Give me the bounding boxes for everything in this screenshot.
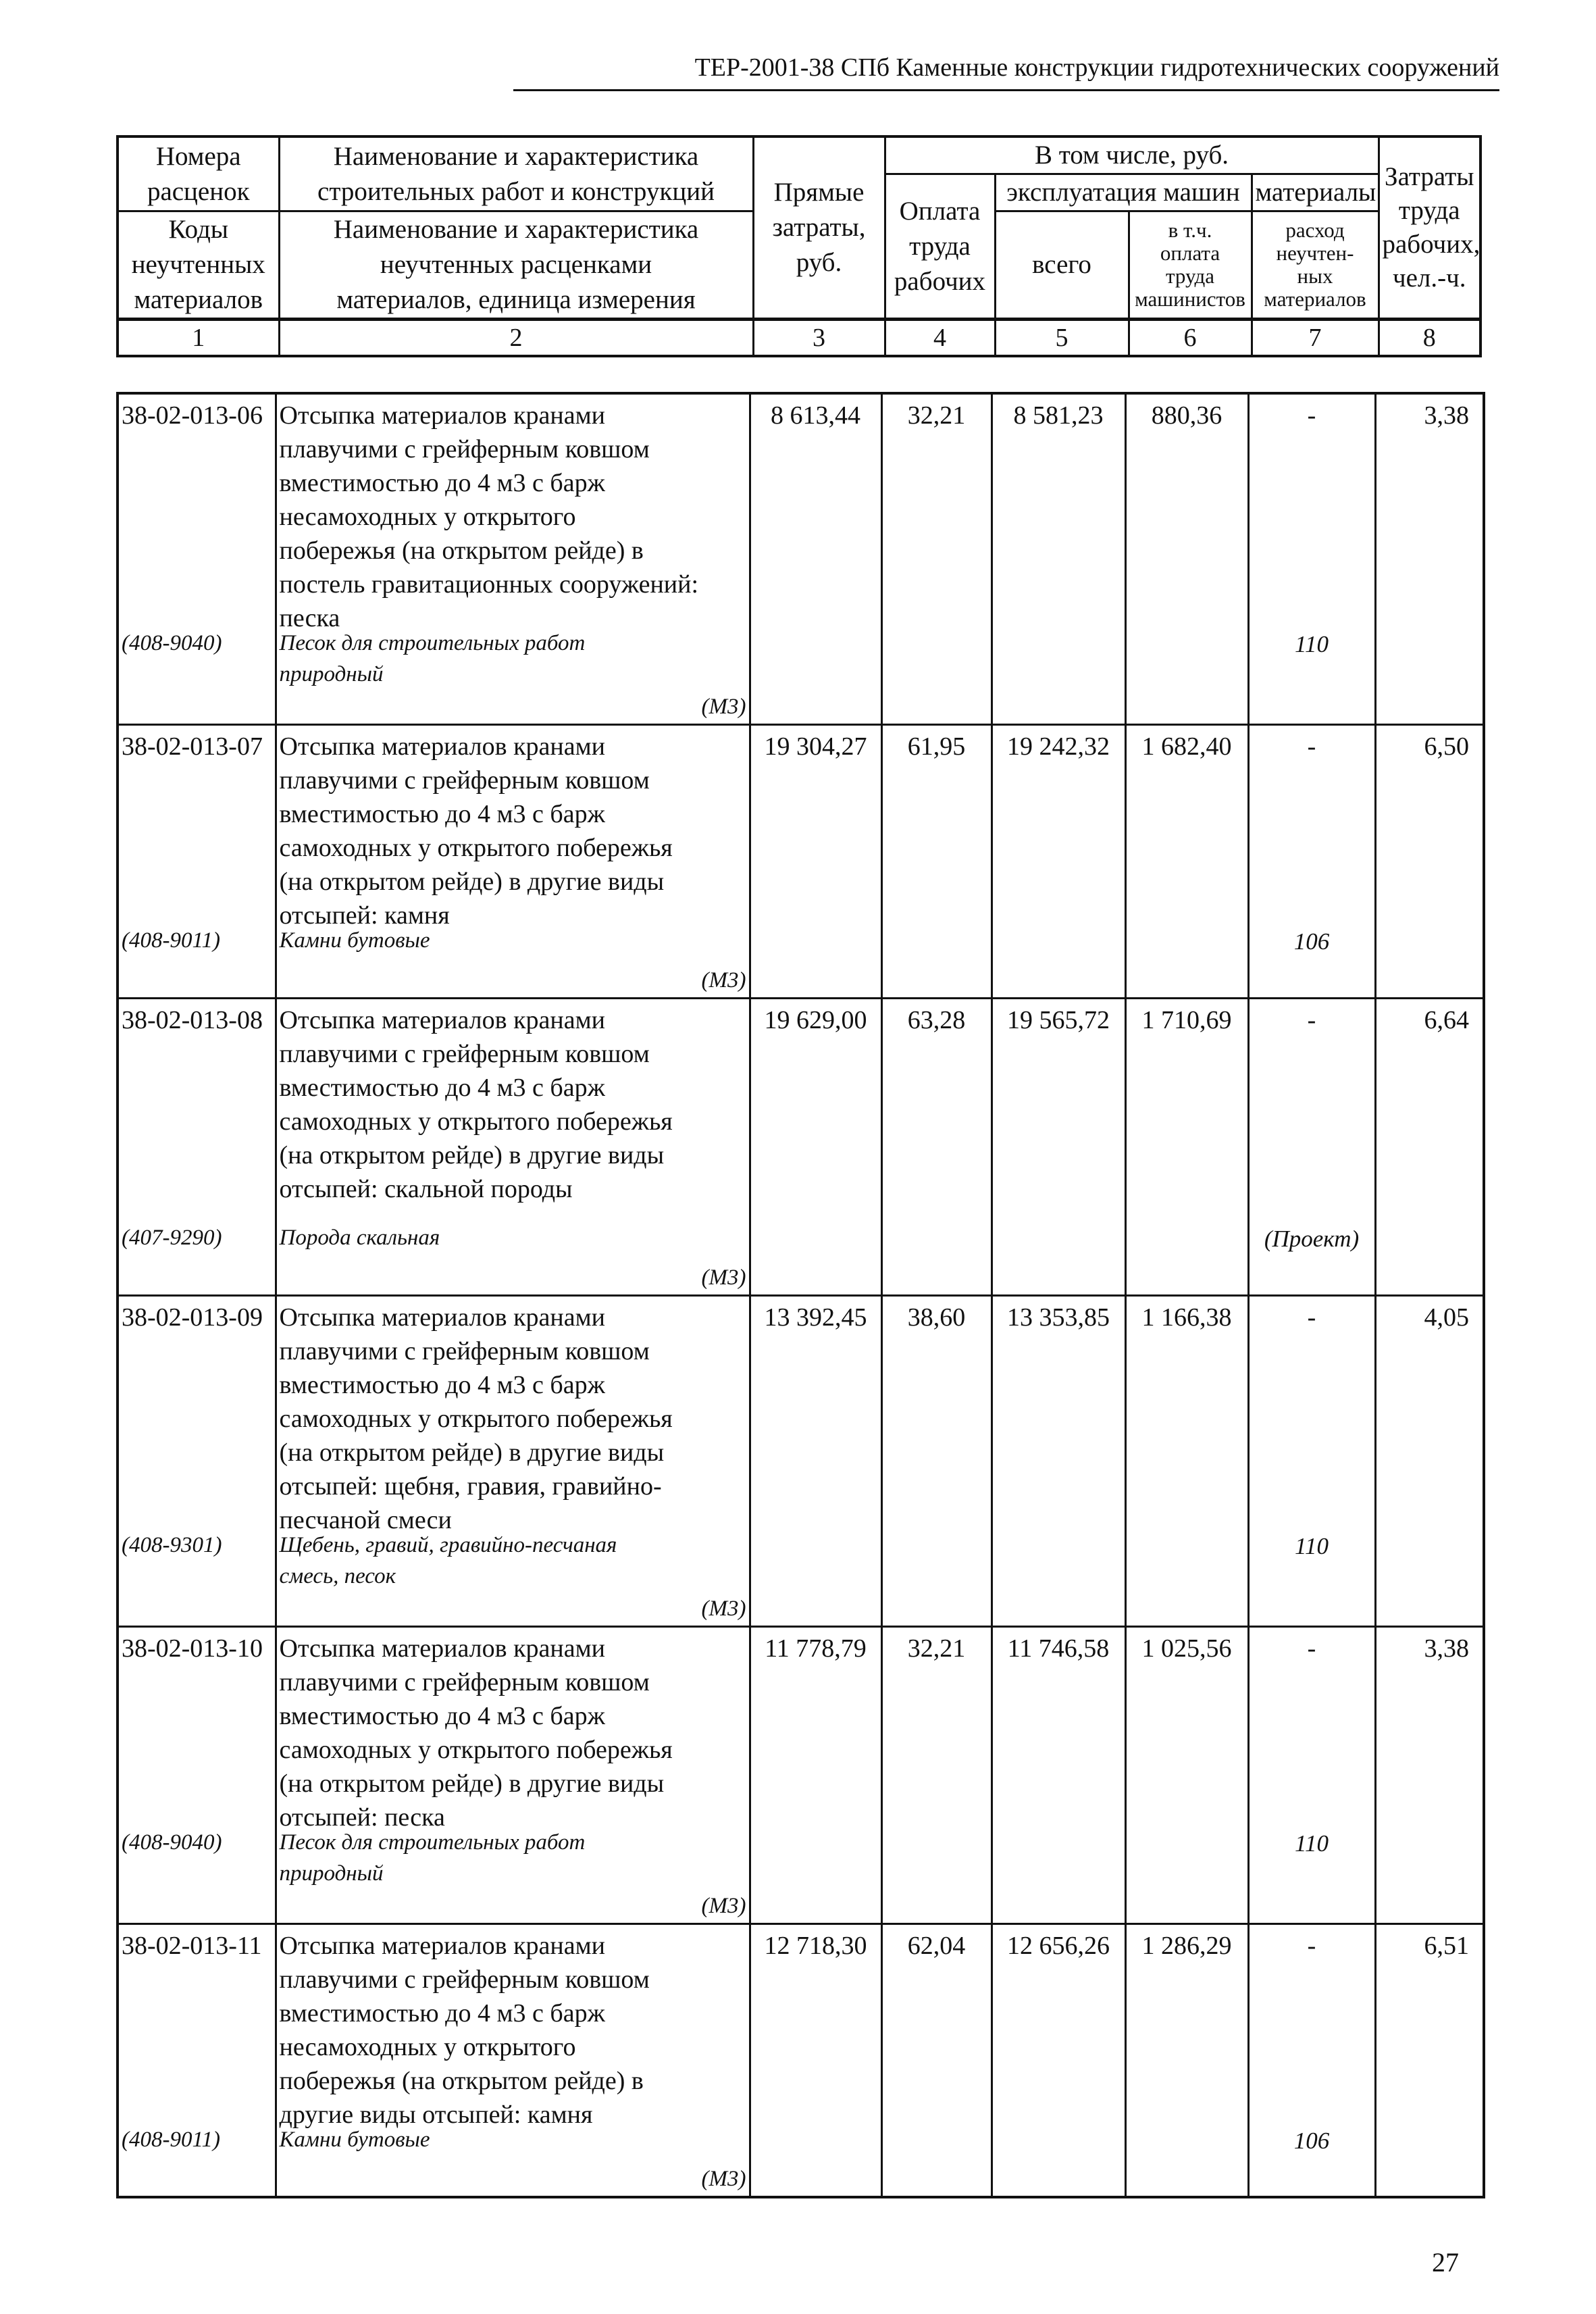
material-unit: (М3): [701, 1265, 746, 1290]
work-description-line: отсыпей: камня: [279, 901, 450, 930]
direct-costs: 19 629,00: [750, 998, 881, 1295]
work-description-line: другие виды отсыпей: камня: [279, 2100, 593, 2129]
material-code: (408-9040): [122, 631, 222, 655]
labor-pay: 32,21: [881, 1626, 992, 1923]
materials-cost: -: [1307, 1634, 1316, 1663]
column-number: 4: [885, 320, 995, 357]
work-description-line: (на открытом рейде) в другие виды: [279, 867, 665, 896]
direct-costs: 12 718,30: [750, 1923, 881, 2197]
material-quantity: 110: [1295, 1532, 1329, 1559]
column-number: 1: [118, 320, 279, 357]
work-description-line: несамоходных у открытого: [279, 503, 576, 531]
work-description-line: плавучими с грейферным ковшом: [279, 765, 650, 795]
labor-pay: 62,04: [881, 1923, 992, 2197]
materials-cell: [1248, 998, 1375, 1295]
material-unit: (М3): [701, 694, 746, 719]
machinist-pay: 880,36: [1125, 393, 1248, 724]
rate-code-cell: [118, 724, 276, 998]
table-row: [118, 1626, 1484, 1923]
work-description-line: плавучими с грейферным ковшом: [279, 1039, 650, 1068]
column-number: 6: [1129, 320, 1252, 357]
work-description-line: плавучими с грейферным ковшом: [279, 435, 650, 463]
work-description-line: вместимостью до 4 м3 с барж: [279, 1701, 605, 1730]
material-unit: (М3): [701, 967, 746, 992]
table-row: [118, 998, 1484, 1295]
material-name-line: Камни бутовые: [279, 2127, 430, 2152]
machines-total: 8 581,23: [992, 393, 1125, 724]
rate-code-cell: [118, 393, 276, 724]
table-row: [118, 724, 1484, 998]
table-row: [118, 1295, 1484, 1626]
materials-cost: -: [1307, 1005, 1316, 1034]
column-number: 5: [995, 320, 1129, 357]
machines-total: 19 242,32: [992, 724, 1125, 998]
materials-cost: -: [1307, 1931, 1316, 1960]
material-name-line: Порода скальная: [279, 1225, 440, 1250]
work-description-line: Отсыпка материалов кранами: [279, 732, 605, 761]
work-description-line: постель гравитационных сооружений:: [279, 570, 699, 599]
material-code: (408-9301): [122, 1532, 222, 1557]
machines-total: 19 565,72: [992, 998, 1125, 1295]
work-description-line: Отсыпка материалов кранами: [279, 401, 605, 430]
work-description-line: отсыпей: щебня, гравия, гравийно-: [279, 1472, 662, 1501]
work-description-line: песка: [279, 604, 340, 632]
rate-code: 38-02-013-10: [122, 1634, 263, 1663]
labor-hours: 3,38: [1375, 1626, 1484, 1923]
description-cell: [276, 393, 750, 724]
labor-hours: 3,38: [1375, 393, 1484, 724]
work-description-line: Отсыпка материалов кранами: [279, 1931, 605, 1960]
header-including: В том числе, руб.: [885, 136, 1379, 174]
material-quantity: 110: [1295, 1830, 1329, 1857]
materials-cell: [1248, 1295, 1375, 1626]
material-name-line: смесь, песок: [279, 1563, 396, 1588]
column-number: 8: [1379, 320, 1481, 357]
rate-code-cell: [118, 1923, 276, 2197]
header-work-name: Наименование и характеристика строительных работ и конструкций: [279, 136, 753, 211]
machinist-pay: 1 286,29: [1125, 1923, 1248, 2197]
material-quantity: 110: [1295, 631, 1329, 657]
work-description-line: (на открытом рейде) в другие виды: [279, 1438, 665, 1467]
material-quantity: (Проект): [1264, 1225, 1360, 1252]
work-description-line: отсыпей: скальной породы: [279, 1174, 573, 1203]
work-description-line: побережья (на открытом рейде) в: [279, 536, 644, 565]
work-description-line: плавучими с грейферным ковшом: [279, 1965, 650, 1994]
rate-code-cell: [118, 998, 276, 1295]
material-name-line: Песок для строительных работ: [279, 1830, 586, 1855]
header-machines-total: всего: [995, 211, 1129, 320]
material-code: (408-9040): [122, 1830, 222, 1855]
rate-code: 38-02-013-06: [122, 401, 263, 430]
rate-code-cell: [118, 1626, 276, 1923]
material-name-line: Щебень, гравий, гравийно-песчаная: [279, 1532, 617, 1557]
material-unit: (М3): [701, 2167, 746, 2191]
labor-hours: 6,51: [1375, 1923, 1484, 2197]
work-description-line: самоходных у открытого побережья: [279, 1735, 673, 1764]
machines-total: 11 746,58: [992, 1626, 1125, 1923]
rates-table: [116, 392, 1485, 2198]
column-number: 7: [1252, 320, 1379, 357]
work-description-line: вместимостью до 4 м3 с барж: [279, 799, 605, 828]
materials-cell: [1248, 724, 1375, 998]
document-header: ТЕР-2001-38 СПб Каменные конструкции гидротехнических сооружений: [513, 47, 1499, 91]
description-cell: [276, 1295, 750, 1626]
material-quantity: 106: [1293, 928, 1330, 955]
header-material-consumption: расход неучтен- ных материалов: [1252, 211, 1379, 320]
work-description-line: плавучими с грейферным ковшом: [279, 1336, 650, 1365]
table-header: [116, 135, 1482, 357]
work-description-line: песчаной смеси: [279, 1505, 452, 1534]
machines-total: 13 353,85: [992, 1295, 1125, 1626]
description-cell: [276, 998, 750, 1295]
direct-costs: 19 304,27: [750, 724, 881, 998]
material-name-line: Песок для строительных работ: [279, 631, 586, 655]
materials-cost: -: [1307, 401, 1316, 430]
header-codes: Коды неучтенных материалов: [118, 211, 279, 320]
work-description-line: (на открытом рейде) в другие виды: [279, 1769, 665, 1798]
header-machinist-pay: в т.ч. оплата труда машинистов: [1129, 211, 1252, 320]
column-number: 2: [279, 320, 753, 357]
work-description-line: самоходных у открытого побережья: [279, 1404, 673, 1433]
work-description-line: побережья (на открытом рейде) в: [279, 2066, 644, 2095]
column-number: 3: [753, 320, 885, 357]
labor-pay: 63,28: [881, 998, 992, 1295]
work-description-line: (на открытом рейде) в другие виды: [279, 1140, 665, 1169]
rate-code: 38-02-013-09: [122, 1303, 263, 1332]
labor-hours: 6,50: [1375, 724, 1484, 998]
work-description-line: отсыпей: песка: [279, 1803, 445, 1832]
machinist-pay: 1 682,40: [1125, 724, 1248, 998]
materials-cost: -: [1307, 732, 1316, 761]
header-machines: эксплуатация машин: [995, 174, 1252, 211]
work-description-line: несамоходных у открытого: [279, 2032, 576, 2061]
work-description-line: вместимостью до 4 м3 с барж: [279, 1073, 605, 1102]
material-unit: (М3): [701, 1596, 746, 1621]
header-materials: материалы: [1252, 174, 1379, 211]
work-description-line: самоходных у открытого побережья: [279, 1107, 673, 1136]
rate-code: 38-02-013-07: [122, 732, 263, 761]
table-row: [118, 1923, 1484, 2197]
header-rate-numbers: Номера расценок: [118, 136, 279, 211]
material-code: (407-9290): [122, 1225, 222, 1250]
materials-cell: [1248, 1626, 1375, 1923]
work-description-line: Отсыпка материалов кранами: [279, 1634, 605, 1663]
labor-pay: 61,95: [881, 724, 992, 998]
work-description-line: самоходных у открытого побережья: [279, 833, 673, 862]
direct-costs: 13 392,45: [750, 1295, 881, 1626]
labor-hours: 6,64: [1375, 998, 1484, 1295]
material-unit: (М3): [701, 1893, 746, 1918]
machines-total: 12 656,26: [992, 1923, 1125, 2197]
material-quantity: 106: [1293, 2127, 1330, 2154]
material-code: (408-9011): [122, 2127, 221, 2152]
machinist-pay: 1 166,38: [1125, 1295, 1248, 1626]
material-name-line: природный: [279, 662, 384, 686]
machinist-pay: 1 710,69: [1125, 998, 1248, 1295]
material-name-line: Камни бутовые: [279, 928, 430, 953]
page-number: 27: [1432, 2247, 1459, 2278]
labor-pay: 32,21: [881, 393, 992, 724]
rate-code: 38-02-013-11: [122, 1931, 262, 1960]
materials-cost: -: [1307, 1303, 1316, 1332]
machinist-pay: 1 025,56: [1125, 1626, 1248, 1923]
header-material-name: Наименование и характеристика неучтенных расценками материалов, единица измерения: [279, 211, 753, 320]
work-description-line: вместимостью до 4 м3 с барж: [279, 469, 605, 497]
direct-costs: 8 613,44: [750, 393, 881, 724]
header-labor-pay: Оплата труда рабочих: [885, 174, 995, 320]
description-cell: [276, 1923, 750, 2197]
rate-code: 38-02-013-08: [122, 1005, 263, 1034]
header-direct-costs: Прямые затраты, руб.: [753, 136, 885, 320]
labor-hours: 4,05: [1375, 1295, 1484, 1626]
material-name-line: природный: [279, 1861, 384, 1886]
work-description-line: Отсыпка материалов кранами: [279, 1005, 605, 1034]
header-labor-hours: Затраты труда рабочих, чел.-ч.: [1379, 136, 1481, 320]
materials-cell: [1248, 393, 1375, 724]
work-description-line: Отсыпка материалов кранами: [279, 1303, 605, 1332]
material-code: (408-9011): [122, 928, 221, 953]
direct-costs: 11 778,79: [750, 1626, 881, 1923]
work-description-line: вместимостью до 4 м3 с барж: [279, 1370, 605, 1399]
work-description-line: вместимостью до 4 м3 с барж: [279, 1998, 605, 2028]
work-description-line: плавучими с грейферным ковшом: [279, 1667, 650, 1696]
labor-pay: 38,60: [881, 1295, 992, 1626]
rate-code-cell: [118, 1295, 276, 1626]
description-cell: [276, 1626, 750, 1923]
description-cell: [276, 724, 750, 998]
table-row: [118, 393, 1484, 724]
materials-cell: [1248, 1923, 1375, 2197]
